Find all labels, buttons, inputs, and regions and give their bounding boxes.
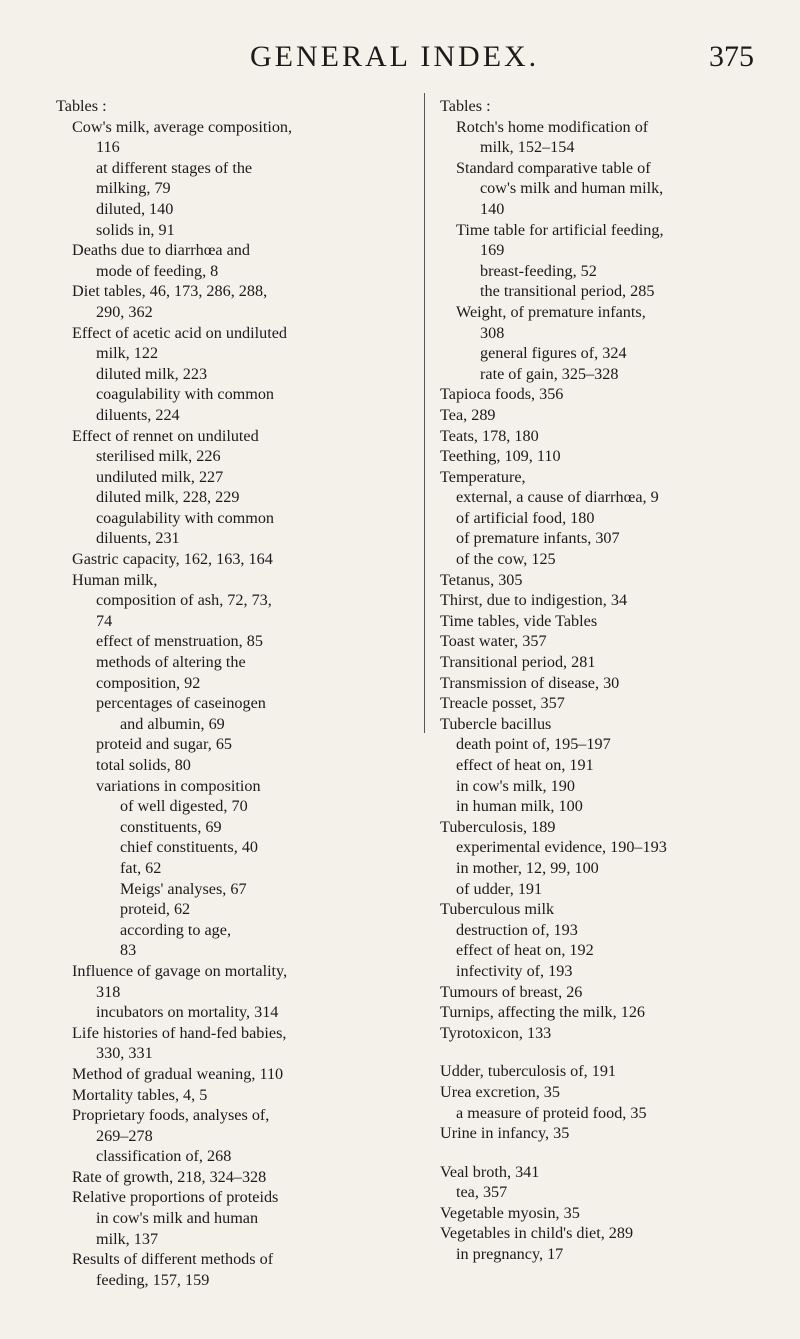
index-entry: variations in composition [96, 776, 261, 795]
index-entry: Transitional period, 281 [440, 653, 596, 672]
index-entry: Life histories of hand-fed babies, [72, 1023, 287, 1042]
index-entry: Weight, of premature infants, [456, 302, 646, 321]
index-entry: Treacle posset, 357 [440, 694, 565, 713]
index-entry: 290, 362 [96, 302, 153, 321]
index-entry: proteid and sugar, 65 [96, 735, 233, 754]
section-gap [440, 1043, 800, 1061]
index-entry: Teething, 109, 110 [440, 447, 561, 466]
index-entry: breast-feeding, 52 [480, 261, 597, 280]
index-entry: effect of heat on, 192 [456, 941, 594, 960]
index-entry: incubators on mortality, 314 [96, 1003, 279, 1022]
index-entry: Effect of acetic acid on undiluted [72, 323, 287, 342]
index-entry: Time table for artificial feeding, [456, 220, 664, 239]
index-entry: according to age, [120, 920, 232, 939]
index-entry: 308 [480, 323, 505, 342]
index-entry: 330, 331 [96, 1044, 153, 1063]
index-entry: milk, 152–154 [480, 138, 575, 157]
index-entry: Teats, 178, 180 [440, 426, 539, 445]
index-entry: external, a cause of diarrhœa, 9 [456, 488, 659, 507]
index-entry: Meigs' analyses, 67 [120, 879, 247, 898]
index-entry: 318 [96, 982, 121, 1001]
running-title: GENERAL INDEX. [250, 40, 540, 73]
index-entry: Results of different methods of [72, 1250, 274, 1269]
index-entry: methods of altering the [96, 653, 246, 672]
index-entry: 116 [96, 138, 120, 157]
index-entry: of the cow, 125 [456, 550, 556, 569]
index-entry: of artificial food, 180 [456, 508, 595, 527]
index-entry: Thirst, due to indigestion, 34 [440, 591, 628, 610]
index-entry: of well digested, 70 [120, 797, 248, 816]
index-entry: Rotch's home modification of [456, 117, 649, 136]
index-entry: Veal broth, 341 [440, 1162, 540, 1181]
index-entry: Method of gradual weaning, 110 [72, 1064, 284, 1083]
index-entry: Tables : [440, 97, 491, 115]
index-entry: Deaths due to diarrhœa and [72, 241, 250, 260]
index-entry: and albumin, 69 [120, 714, 225, 733]
index-entry: at different stages of the [96, 158, 253, 177]
index-entry: in mother, 12, 99, 100 [456, 858, 599, 877]
index-entry: death point of, 195–197 [456, 735, 611, 754]
index-entry: 140 [480, 199, 505, 218]
index-entry: milk, 137 [96, 1229, 159, 1248]
index-entry: tea, 357 [456, 1183, 508, 1202]
index-entry: Vegetables in child's diet, 289 [440, 1224, 634, 1243]
index-entry: composition of ash, 72, 73, [96, 591, 272, 610]
index-entry: diluted milk, 223 [96, 364, 208, 383]
index-entry: Tuberculosis, 189 [440, 817, 556, 836]
section-gap [440, 1144, 800, 1162]
index-entry: Time tables, vide Tables [440, 611, 598, 630]
index-entry: destruction of, 193 [456, 920, 578, 939]
index-entry: in cow's milk and human [96, 1209, 259, 1228]
index-entry: Udder, tuberculosis of, 191 [440, 1062, 617, 1081]
index-entry: rate of gain, 325–328 [480, 364, 619, 383]
index-entry: experimental evidence, 190–193 [456, 838, 667, 857]
index-entry: Turnips, affecting the milk, 126 [440, 1003, 646, 1022]
index-entry: of udder, 191 [456, 879, 543, 898]
index-entry: Gastric capacity, 162, 163, 164 [72, 550, 273, 569]
index-column-left [56, 96, 428, 1290]
index-entry: percentages of caseinogen [96, 694, 266, 713]
index-entry: Cow's milk, average composition, [72, 117, 293, 136]
index-entry: diluted milk, 228, 229 [96, 488, 240, 507]
index-entry: in cow's milk, 190 [456, 776, 575, 795]
index-entry: fat, 62 [120, 858, 162, 877]
index-entry: in human milk, 100 [456, 797, 583, 816]
index-entry: Human milk, [72, 570, 158, 589]
index-entry: diluents, 224 [96, 405, 180, 424]
index-entry: Tumours of breast, 26 [440, 982, 583, 1001]
index-entry: composition, 92 [96, 673, 201, 692]
index-entry: sterilised milk, 226 [96, 447, 221, 466]
index-entry: Influence of gavage on mortality, [72, 961, 288, 980]
index-entry: Urine in infancy, 35 [440, 1124, 570, 1143]
index-entry: solids in, 91 [96, 220, 175, 239]
index-entry: Urea excretion, 35 [440, 1082, 560, 1101]
index-entry: Tapioca foods, 356 [440, 385, 564, 404]
index-entry: Tetanus, 305 [440, 570, 523, 589]
index-entry: total solids, 80 [96, 756, 191, 774]
index-entry: Tyrotoxicon, 133 [440, 1023, 552, 1042]
index-entry: undiluted milk, 227 [96, 467, 224, 486]
index-entry: of premature infants, 307 [456, 529, 620, 548]
index-entry: Tubercle bacillus [440, 714, 552, 733]
index-entry: coagulability with common [96, 385, 275, 404]
index-entry: infectivity of, 193 [456, 961, 573, 980]
index-entry: Temperature, [440, 467, 526, 486]
index-entry: 83 [120, 941, 137, 960]
index-entry: feeding, 157, 159 [96, 1270, 210, 1289]
index-entry: classification of, 268 [96, 1147, 232, 1166]
index-entry: coagulability with common [96, 508, 275, 527]
index-entry: Tables : [56, 97, 107, 115]
index-entry: diluted, 140 [96, 199, 174, 218]
index-entry: Tea, 289 [440, 405, 496, 424]
index-entry: Effect of rennet on undiluted [72, 426, 259, 445]
index-entry: effect of heat on, 191 [456, 756, 594, 774]
index-entry: in pregnancy, 17 [456, 1245, 564, 1264]
index-entry: mode of feeding, 8 [96, 261, 219, 280]
page-number: 375 [709, 40, 754, 73]
index-entry: general figures of, 324 [480, 344, 627, 363]
index-entry: Proprietary foods, analyses of, [72, 1106, 270, 1125]
index-entry: 169 [480, 241, 505, 260]
index-entry: diluents, 231 [96, 529, 180, 548]
index-entry: Standard comparative table of [456, 158, 651, 177]
index-entry: Toast water, 357 [440, 632, 547, 651]
index-entry: Diet tables, 46, 173, 286, 288, [72, 282, 268, 301]
index-entry: Tuberculous milk [440, 900, 555, 919]
index-entry: Vegetable myosin, 35 [440, 1203, 580, 1222]
index-entry: Relative proportions of proteids [72, 1188, 279, 1207]
index-entry: milking, 79 [96, 179, 171, 198]
index-entry: chief constituents, 40 [120, 838, 259, 857]
index-entry: the transitional period, 285 [480, 282, 655, 301]
index-entry: effect of menstruation, 85 [96, 632, 263, 651]
index-entry: Transmission of disease, 30 [440, 673, 620, 692]
index-entry: milk, 122 [96, 344, 159, 363]
index-column-right [440, 96, 800, 1265]
index-entry: 269–278 [96, 1126, 153, 1145]
index-entry: constituents, 69 [120, 817, 222, 836]
index-entry: 74 [96, 611, 113, 630]
index-entry: proteid, 62 [120, 900, 191, 919]
index-entry: cow's milk and human milk, [480, 179, 664, 198]
index-entry: a measure of proteid food, 35 [456, 1103, 647, 1122]
index-entry: Mortality tables, 4, 5 [72, 1085, 208, 1104]
index-entry: Rate of growth, 218, 324–328 [72, 1167, 267, 1186]
